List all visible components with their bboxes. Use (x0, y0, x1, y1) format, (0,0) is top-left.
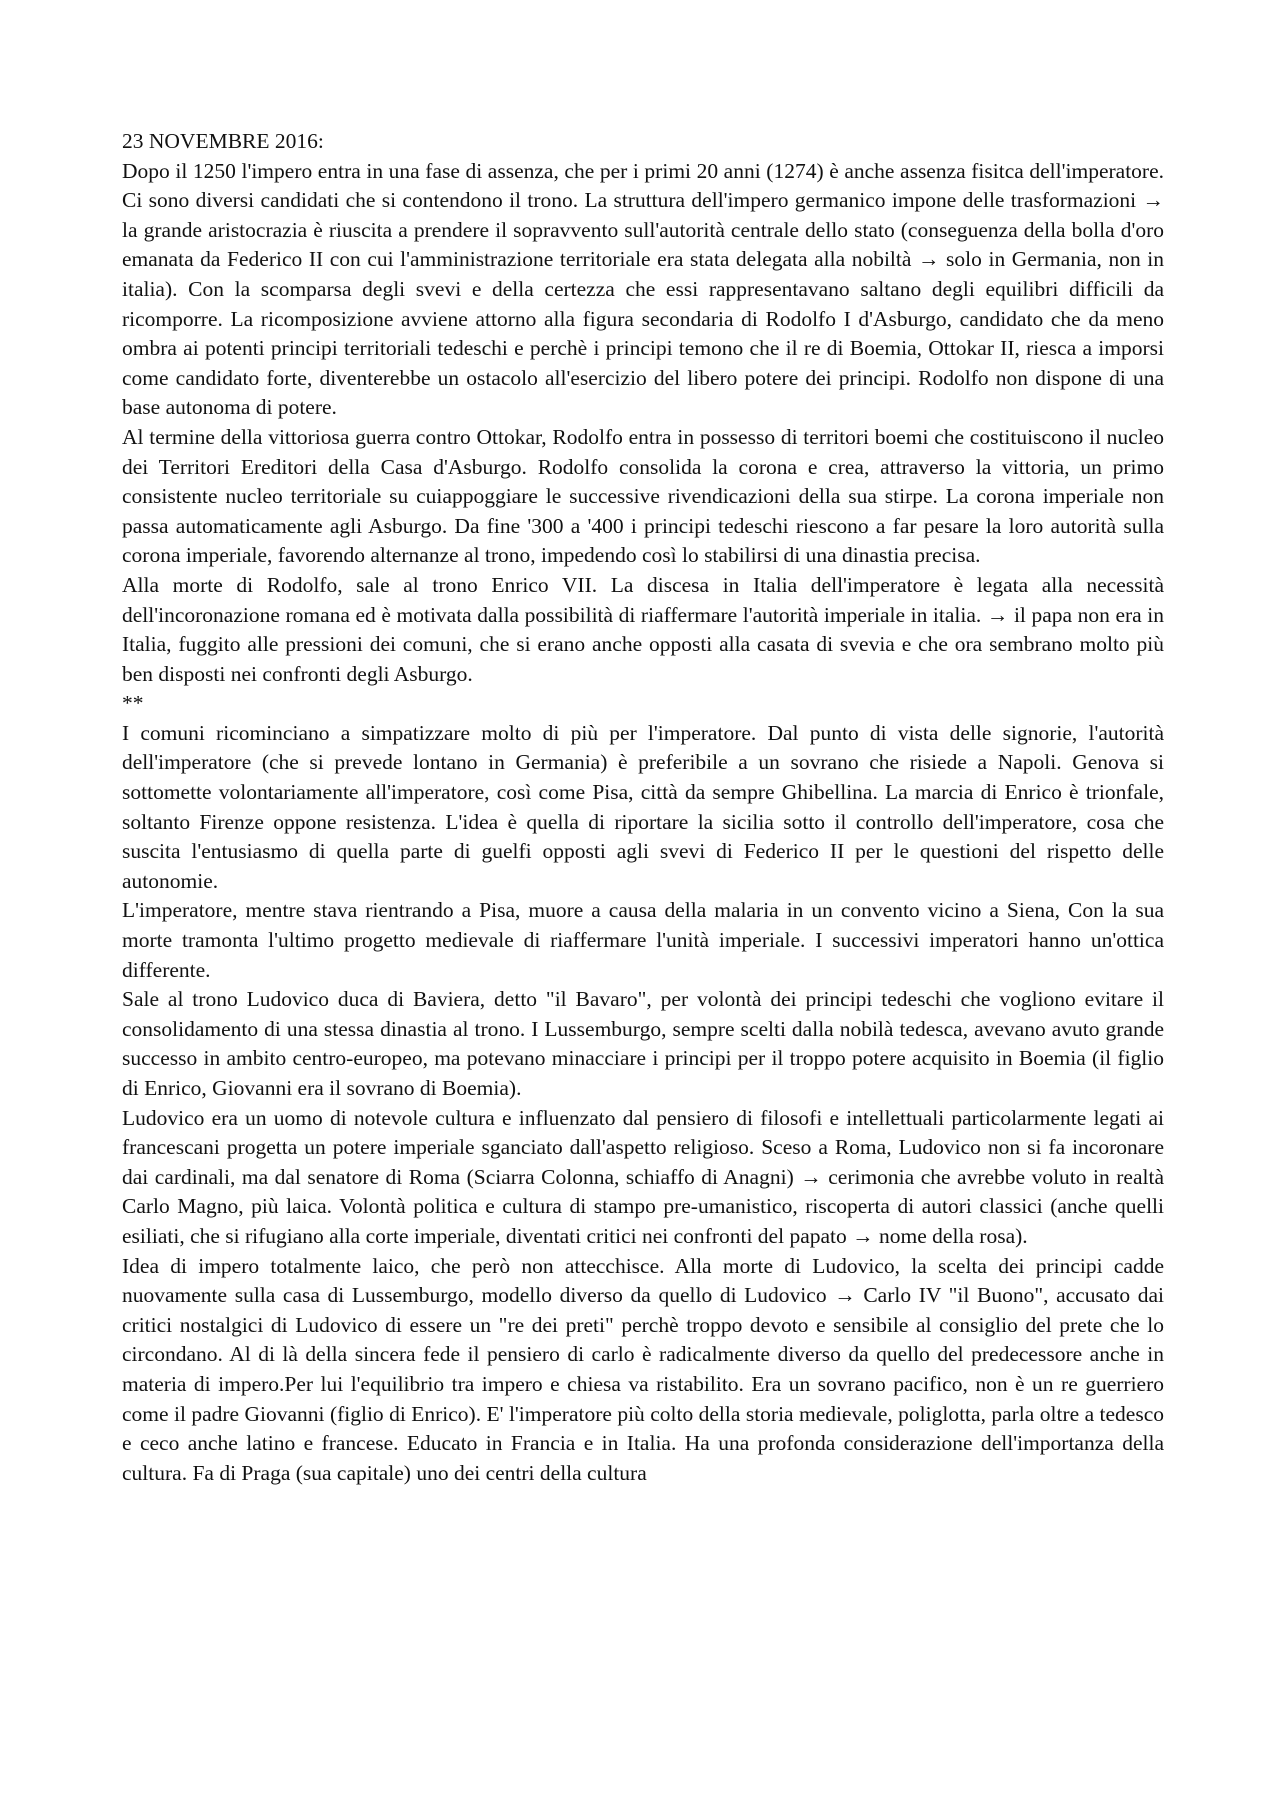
paragraph: L'imperatore, mentre stava rientrando a Pisa, muore a causa della malaria in un convento vicino a Siena, Con la sua morte tramonta l'ultimo progetto medievale di riaffermare l'unità imperiale. I successivi imperatori hanno un'ottica differente. (122, 898, 1164, 982)
paragraph: Idea di impero totalmente laico, che però non attecchisce. Alla morte di Ludovico, la scelta dei principi cadde nuovamente sulla casa di Lussemburgo, modello diverso da quello di Ludovico → Carlo IV "il Buono", accusato dai critici nostalgici di Ludovico di essere un "re dei preti" perchè troppo devoto e sensibile al consiglio del prete che lo circondano. Al di là della sincera fede il pensiero di carlo è radicalmente diverso da quello del predecessore anche in materia di impero.Per lui l'equilibrio tra impero e chiesa va ristabilito. Era un sovrano pacifico, non è un re guerriero come il padre Giovanni (figlio di Enrico). E' l'imperatore più colto della storia medievale, poliglotta, parla oltre a tedesco e ceco anche latino e francese. Educato in Francia e in Italia. Ha una profonda considerazione dell'importanza della cultura. Fa di Praga (sua capitale) uno dei centri della cultura (122, 1253, 1164, 1485)
paragraph: I comuni ricominciano a simpatizzare molto di più per l'imperatore. Dal punto di vista delle signorie, l'autorità dell'imperatore (che si prevede lontano in Germania) è preferibile a un sovrano che risiede a Napoli. Genova si sottomette volontariamente all'imperatore, così come Pisa, città da sempre Ghibellina. La marcia di Enrico è trionfale, soltanto Firenze oppone resistenza. L'idea è quella di riportare la sicilia sotto il controllo dell'imperatore, cosa che suscita l'entusiasmo di quella parte di guelfi opposti agli svevi di Federico II per le questioni del rispetto delle autonomie. (122, 720, 1164, 893)
section-separator: ** (122, 691, 144, 716)
paragraph: Alla morte di Rodolfo, sale al trono Enrico VII. La discesa in Italia dell'imperatore è legata alla necessità dell'incoronazione romana ed è motivata dalla possibilità di riaffermare l'autorità imperiale in italia. → il papa non era in Italia, fuggito alle pressioni dei comuni, che si erano anche opposti alla casata di svevia e che ora sembrano molto più ben disposti nei confronti degli Asburgo. (122, 572, 1164, 686)
paragraph: Ludovico era un uomo di notevole cultura e influenzato dal pensiero di filosofi e intellettuali particolarmente legati ai francescani progetta un potere imperiale sganciato dall'aspetto religioso. Sceso a Roma, Ludovico non si fa incoronare dai cardinali, ma dal senatore di Roma (Sciarra Colonna, schiaffo di Anagni) → cerimonia che avrebbe voluto in realtà Carlo Magno, più laica. Volontà politica e cultura di stampo pre-umanistico, riscoperta di autori classici (anche quelli esiliati, che si rifugiano alla corte imperiale, diventati critici nei confronti del papato → nome della rosa). (122, 1105, 1164, 1248)
paragraph: Dopo il 1250 l'impero entra in una fase di assenza, che per i primi 20 anni (1274) è anche assenza fisitca dell'imperatore. Ci sono diversi candidati che si contendono il trono. La struttura dell'impero germanico impone delle trasformazioni → la grande aristocrazia è riuscita a prendere il sopravvento sull'autorità centrale dello stato (conseguenza della bolla d'oro emanata da Federico II con cui l'amministrazione territoriale era stata delegata alla nobiltà → solo in Germania, non in italia). Con la scomparsa degli svevi e della certezza che essi rappresentavano saltano degli equilibri difficili da ricomporre. La ricomposizione avviene attorno alla figura secondaria di Rodolfo I d'Asburgo, candidato che da meno ombra ai potenti principi territoriali tedeschi e perchè i principi temono che il re di Boemia, Ottokar II, riesca a imporsi come candidato forte, diventerebbe un ostacolo all'esercizio del libero potere dei principi. Rodolfo non dispone di una base autonoma di potere. (122, 158, 1164, 420)
paragraph: Sale al trono Ludovico duca di Baviera, detto "il Bavaro", per volontà dei principi tedeschi che vogliono evitare il consolidamento di una stessa dinastia al trono. I Lussemburgo, sempre scelti dalla nobilà tedesca, avevano avuto grande successo in ambito centro-europeo, ma potevano minacciare i principi per il troppo potere acquisito in Boemia (il figlio di Enrico, Giovanni era il sovrano di Boemia). (122, 987, 1164, 1100)
document-page (122, 127, 1164, 1488)
date-heading: 23 NOVEMBRE 2016: (122, 129, 324, 153)
paragraph: Al termine della vittoriosa guerra contro Ottokar, Rodolfo entra in possesso di territori boemi che costituiscono il nucleo dei Territori Ereditori della Casa d'Asburgo. Rodolfo consolida la corona e crea, attraverso la vittoria, un primo consistente nucleo territoriale su cuiappoggiare le successive rivendicazioni della sua stirpe. La corona imperiale non passa automaticamente agli Asburgo. Da fine '300 a '400 i principi tedeschi riescono a far pesare la loro autorità sulla corona imperiale, favorendo alternanze al trono, impedendo così lo stabilirsi di una dinastia precisa. (122, 424, 1164, 568)
